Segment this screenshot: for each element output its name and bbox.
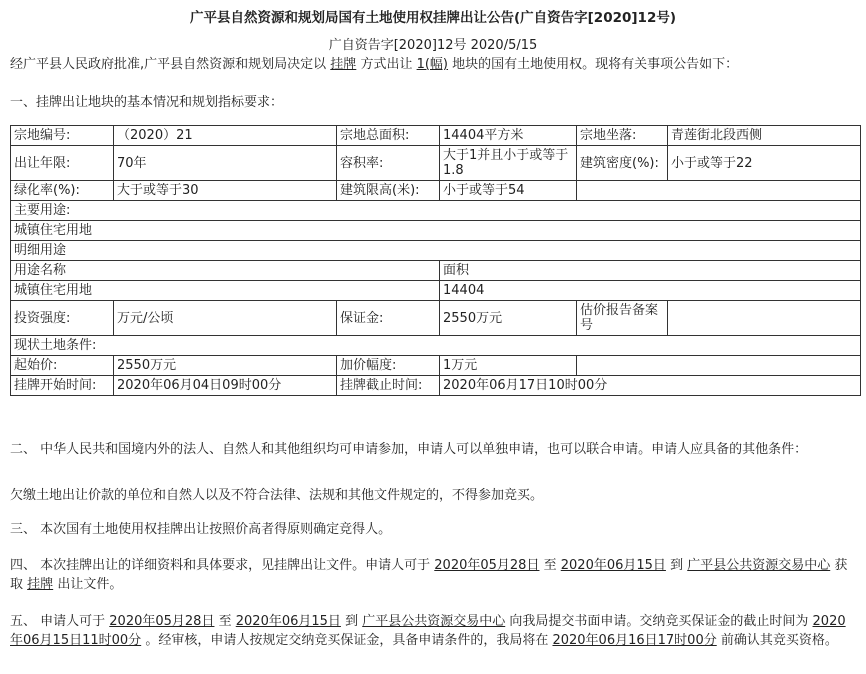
section5-text: 。经审核，申请人按规定交纳竞买保证金，具备申请条件的，我局将在	[145, 633, 549, 648]
intro-method: 挂牌	[330, 57, 357, 72]
section1-heading: 一、挂牌出让地块的基本情况和规划指标要求：	[10, 95, 284, 110]
table-row	[11, 126, 861, 146]
location-value: 青莲街北段西侧	[668, 126, 861, 146]
table-row	[11, 201, 861, 221]
doc-number-date: 广自资告字[2020]12号 2020/5/15	[328, 38, 538, 53]
section4-date-to: 2020年06月15日	[560, 558, 666, 573]
section2-conditions: 二、 中华人民共和国境内外的法人、自然人和其他组织均可申请参加，申请人可以单独申请，也可以联合申请。申请人应具备的其他条件：	[10, 442, 808, 457]
section4-text: 至	[543, 558, 557, 573]
detail-use-label: 明细用途	[11, 241, 861, 261]
section5-place: 广平县公共资源交易中心	[362, 614, 506, 629]
section4-text: 出让文件。	[57, 577, 123, 592]
use-area: 14404	[440, 281, 861, 301]
section5-text: 向我局提交书面申请。交纳竞买保证金的截止时间为	[509, 614, 809, 629]
section5-text: 到	[345, 614, 359, 629]
area-value: 14404平方米	[440, 126, 577, 146]
term-value: 70年	[114, 146, 337, 181]
start-price-value: 2550万元	[114, 356, 337, 376]
table-row	[11, 281, 861, 301]
term-label: 出让年限:	[11, 146, 114, 181]
intro-count: 1(幅)	[416, 57, 449, 72]
parcel-no: （2020）21	[114, 126, 337, 146]
section4-method: 挂牌	[27, 577, 54, 592]
table-row	[11, 301, 861, 336]
intro-text: 方式出让	[360, 57, 413, 72]
table-row	[11, 146, 861, 181]
location-label: 宗地坐落:	[577, 126, 668, 146]
section4-text: 到	[670, 558, 684, 573]
section4-place: 广平县公共资源交易中心	[687, 558, 831, 573]
section5-date-from: 2020年05月28日	[109, 614, 215, 629]
use-name: 城镇住宅用地	[11, 281, 440, 301]
far-label: 容积率:	[337, 146, 440, 181]
section5-date-to: 2020年06月15日	[235, 614, 341, 629]
table-row	[11, 181, 861, 201]
deposit-value: 2550万元	[440, 301, 577, 336]
section2-restrictions: 欠缴土地出让价款的单位和自然人以及不符合法律、法规和其他文件规定的，不得参加竞买。	[10, 488, 544, 503]
listing-start-label: 挂牌开始时间:	[11, 376, 114, 396]
use-name-header: 用途名称	[11, 261, 440, 281]
intro-text: 经广平县人民政府批准,广平县自然资源和规划局决定以	[10, 57, 327, 72]
section4-text: 获取	[10, 558, 848, 592]
table-row	[11, 356, 861, 376]
listing-end-label: 挂牌截止时间:	[337, 376, 440, 396]
status-label: 现状土地条件:	[11, 336, 861, 356]
far-value: 大于1并且小于或等于1.8	[440, 146, 577, 181]
parcel-no-label: 宗地编号:	[11, 126, 114, 146]
table-row	[11, 241, 861, 261]
intro-paragraph	[10, 56, 860, 74]
intro-text: 地块的国有土地使用权。现将有关事项公告如下：	[452, 57, 739, 72]
table-row	[11, 261, 861, 281]
area-label: 宗地总面积:	[337, 126, 440, 146]
section4-date-from: 2020年05月28日	[434, 558, 540, 573]
section5-confirm-time: 2020年06月16日17时00分	[552, 633, 717, 648]
invest-label: 投资强度:	[11, 301, 114, 336]
section3: 三、 本次国有土地使用权挂牌出让按照价高者得原则确定竞得人。	[10, 522, 392, 537]
increment-label: 加价幅度:	[337, 356, 440, 376]
increment-value: 1万元	[440, 356, 577, 376]
section5-text: 前确认其竞买资格。	[720, 633, 838, 648]
empty-cell	[577, 181, 861, 201]
table-row	[11, 336, 861, 356]
listing-start-value: 2020年06月04日09时00分	[114, 376, 337, 396]
page-title: 广平县自然资源和规划局国有土地使用权挂牌出让公告(广自资告字[2020]12号)	[189, 10, 677, 26]
height-value: 小于或等于54	[440, 181, 577, 201]
listing-end-value: 2020年06月17日10时00分	[440, 376, 861, 396]
table-row	[11, 376, 861, 396]
green-value: 大于或等于30	[114, 181, 337, 201]
green-label: 绿化率(%):	[11, 181, 114, 201]
appraisal-value	[668, 301, 861, 336]
invest-value: 万元/公顷	[114, 301, 337, 336]
section5-text: 至	[218, 614, 232, 629]
section5	[10, 612, 856, 650]
section4-text: 四、 本次挂牌出让的详细资料和具体要求，见挂牌出让文件。申请人可于	[10, 558, 431, 573]
density-value: 小于或等于22	[668, 146, 861, 181]
density-label: 建筑密度(%):	[577, 146, 668, 181]
parcel-table	[10, 125, 861, 396]
section4	[10, 556, 856, 594]
start-price-label: 起始价:	[11, 356, 114, 376]
section5-deadline: 2020年06月15日11时00分	[10, 614, 846, 648]
table-row	[11, 221, 861, 241]
deposit-label: 保证金:	[337, 301, 440, 336]
main-use-value: 城镇住宅用地	[11, 221, 861, 241]
appraisal-label: 估价报告备案号	[577, 301, 668, 336]
main-use-label: 主要用途:	[11, 201, 861, 221]
use-area-header: 面积	[440, 261, 861, 281]
height-label: 建筑限高(米):	[337, 181, 440, 201]
section5-text: 五、 申请人可于	[10, 614, 106, 629]
empty-cell	[577, 356, 861, 376]
